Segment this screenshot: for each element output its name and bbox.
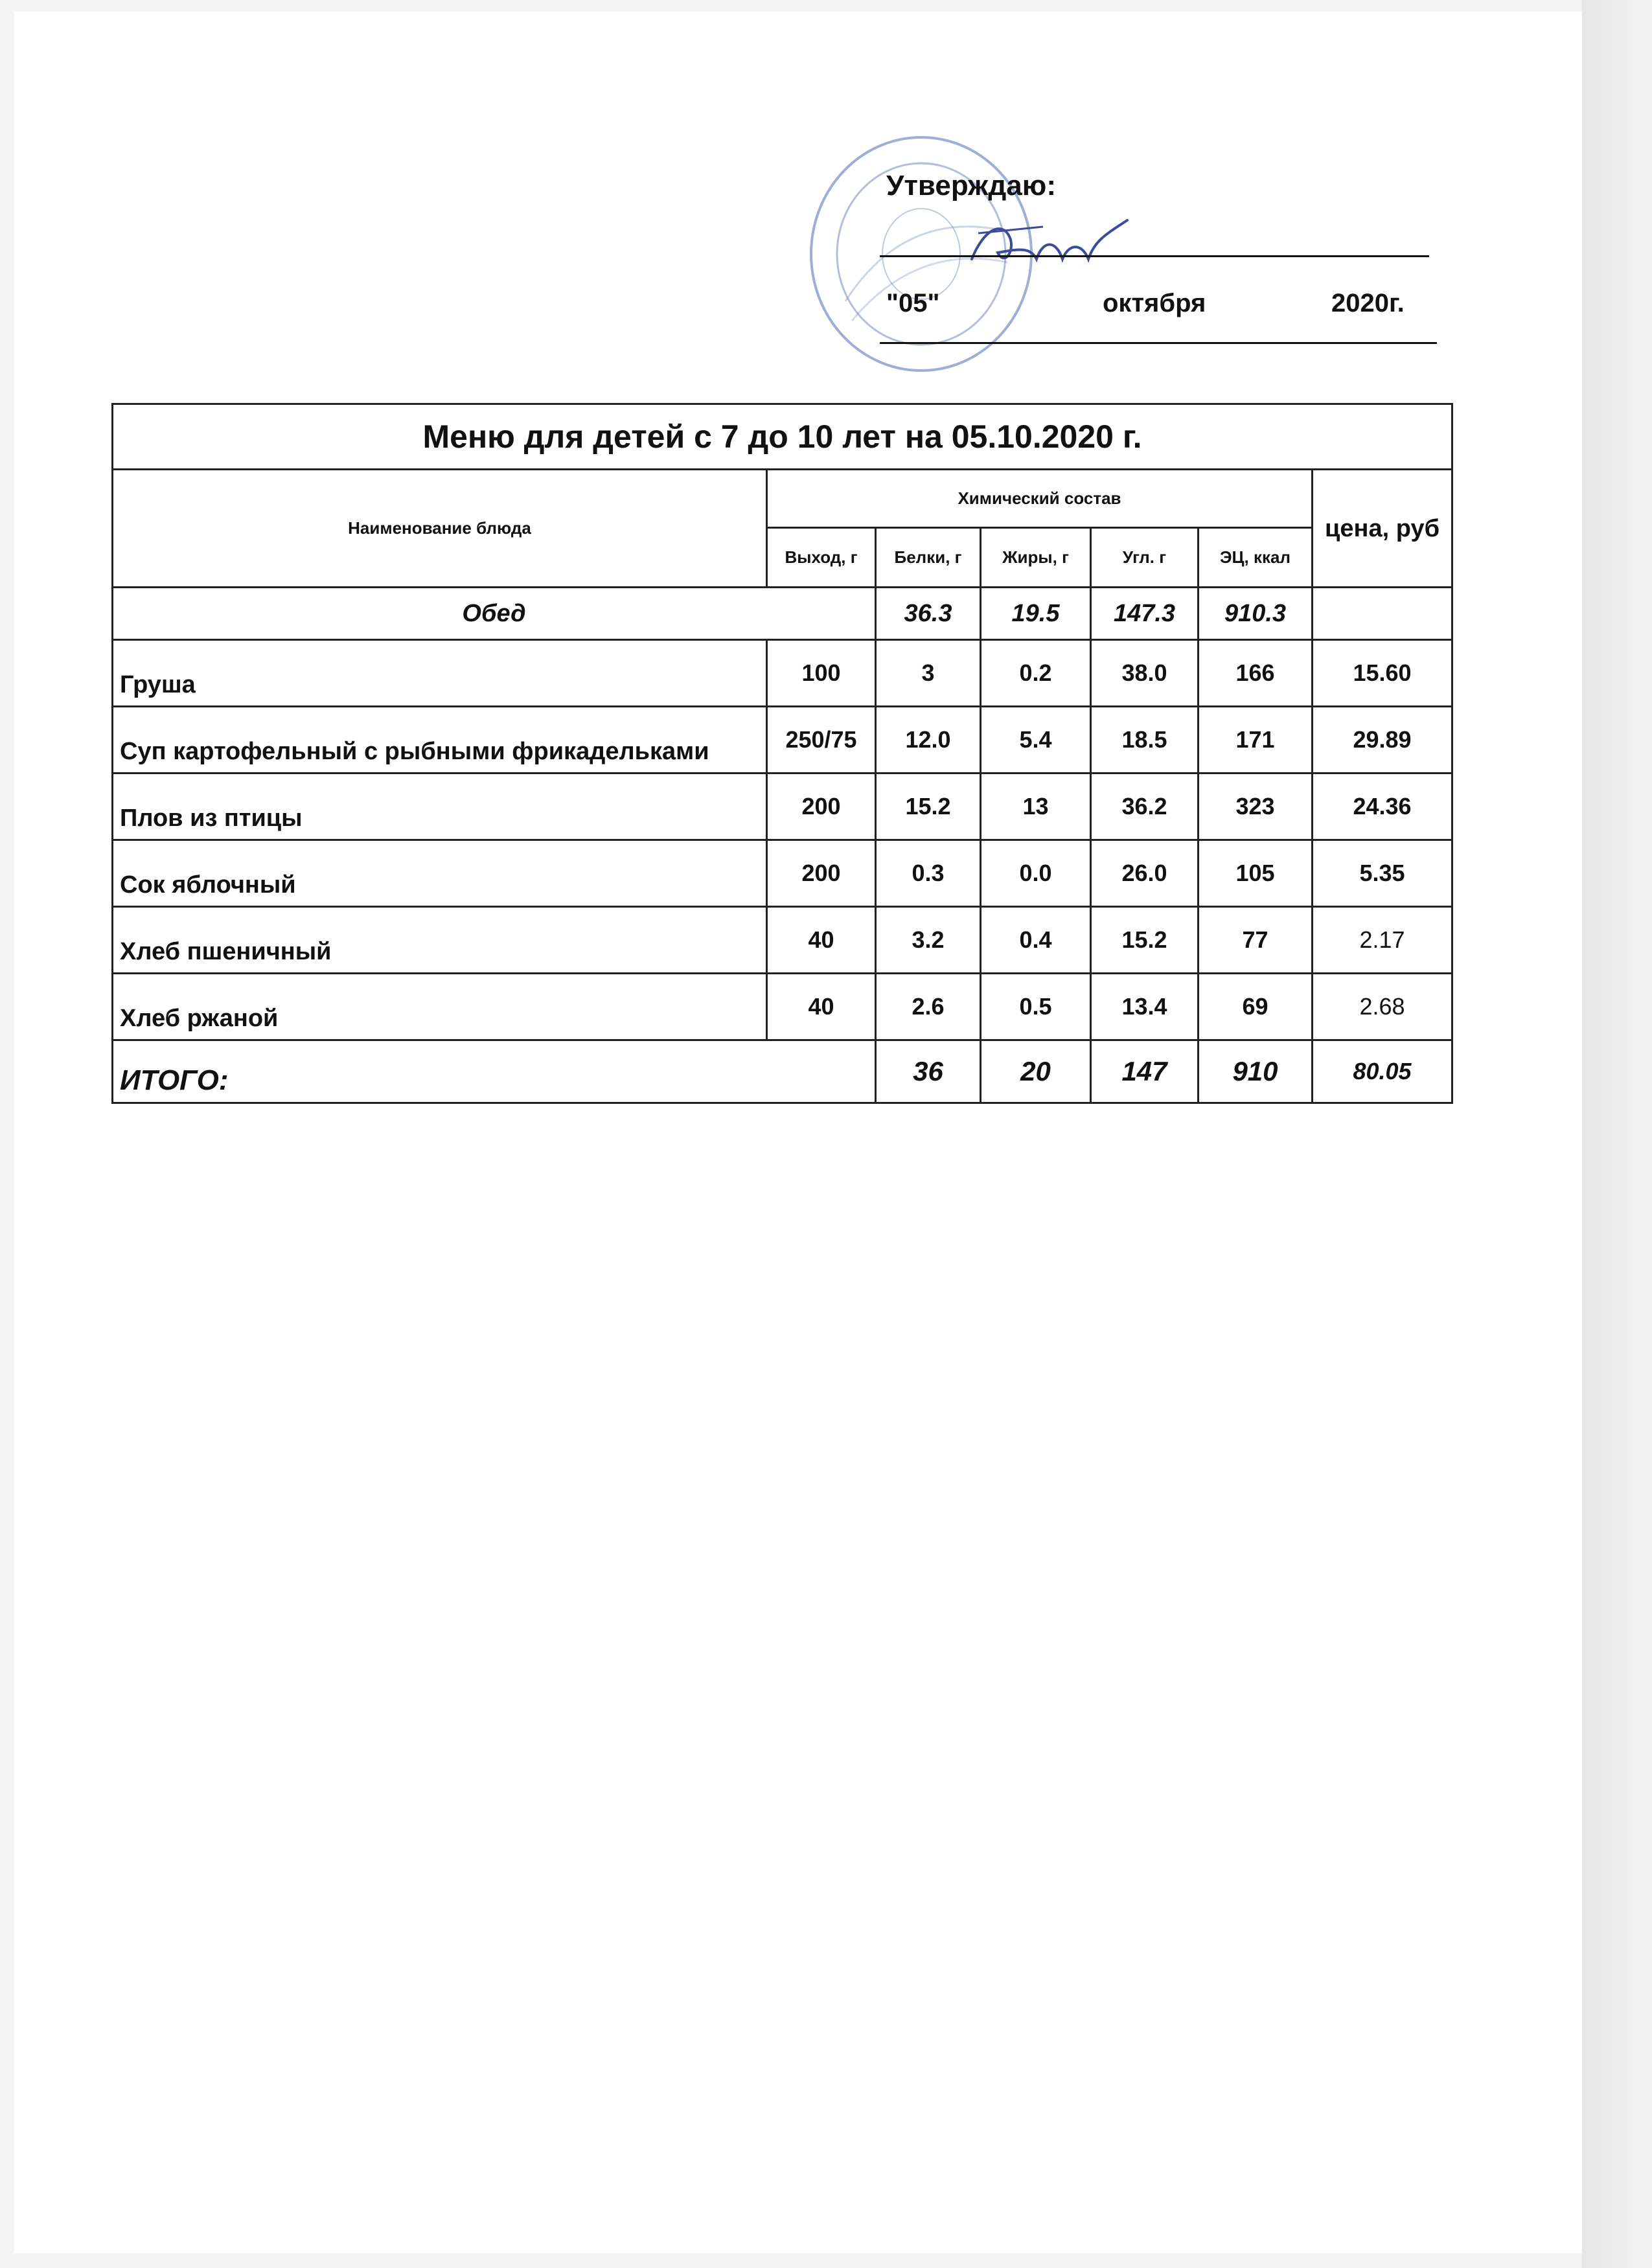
document-sheet [14, 12, 1582, 2253]
section-price [1313, 588, 1452, 640]
dish-name: Суп картофельный с рыбными фрикадельками [113, 707, 767, 773]
approval-month: октября [1103, 289, 1206, 317]
dish-energy: 323 [1199, 773, 1313, 840]
dish-yield: 40 [767, 907, 876, 974]
dish-energy: 105 [1199, 840, 1313, 907]
dish-energy: 171 [1199, 707, 1313, 773]
section-energy: 910.3 [1199, 588, 1313, 640]
dish-carb: 15.2 [1091, 907, 1199, 974]
approval-year: 2020г. [1331, 289, 1405, 317]
section-protein: 36.3 [876, 588, 981, 640]
header-energy: ЭЦ, ккал [1199, 528, 1313, 588]
header-yield: Выход, г [767, 528, 876, 588]
dish-carb: 36.2 [1091, 773, 1199, 840]
section-row [113, 588, 1452, 640]
header-price: цена, руб [1313, 470, 1452, 588]
dish-price: 24.36 [1313, 773, 1452, 840]
total-label: ИТОГО: [113, 1040, 876, 1103]
dish-carb: 38.0 [1091, 640, 1199, 707]
date-line [880, 342, 1437, 344]
table-row [113, 974, 1452, 1040]
section-carb: 147.3 [1091, 588, 1199, 640]
dish-price: 5.35 [1313, 840, 1452, 907]
dish-fat: 0.0 [981, 840, 1091, 907]
dish-energy: 166 [1199, 640, 1313, 707]
table-row [113, 840, 1452, 907]
header-protein: Белки, г [876, 528, 981, 588]
dish-price: 2.68 [1313, 974, 1452, 1040]
dish-protein: 3 [876, 640, 981, 707]
section-fat: 19.5 [981, 588, 1091, 640]
dish-name: Сок яблочный [113, 840, 767, 907]
dish-yield: 100 [767, 640, 876, 707]
menu-table [111, 403, 1453, 1104]
signature [965, 214, 1134, 279]
dish-yield: 250/75 [767, 707, 876, 773]
dish-name: Хлеб ржаной [113, 974, 767, 1040]
table-row [113, 640, 1452, 707]
dish-yield: 40 [767, 974, 876, 1040]
table-row [113, 773, 1452, 840]
dish-energy: 69 [1199, 974, 1313, 1040]
total-row [113, 1040, 1452, 1103]
dish-protein: 12.0 [876, 707, 981, 773]
header-chem: Химический состав [767, 470, 1313, 528]
dish-name: Хлеб пшеничный [113, 907, 767, 974]
dish-protein: 15.2 [876, 773, 981, 840]
total-energy: 910 [1199, 1040, 1313, 1103]
header-dish: Наименование блюда [113, 470, 767, 588]
dish-protein: 0.3 [876, 840, 981, 907]
total-carb: 147 [1091, 1040, 1199, 1103]
section-name: Обед [113, 588, 876, 640]
dish-fat: 0.4 [981, 907, 1091, 974]
dish-name: Плов из птицы [113, 773, 767, 840]
approval-day: "05" [886, 289, 940, 317]
total-fat: 20 [981, 1040, 1091, 1103]
menu-title: Меню для детей с 7 до 10 лет на 05.10.2020 г. [113, 404, 1452, 470]
header-carb: Угл. г [1091, 528, 1199, 588]
dish-carb: 18.5 [1091, 707, 1199, 773]
total-price: 80.05 [1313, 1040, 1452, 1103]
dish-energy: 77 [1199, 907, 1313, 974]
signature-line [880, 255, 1429, 257]
dish-yield: 200 [767, 840, 876, 907]
dish-fat: 0.2 [981, 640, 1091, 707]
dish-fat: 13 [981, 773, 1091, 840]
scan-edge-shadow [1582, 0, 1652, 2268]
dish-yield: 200 [767, 773, 876, 840]
dish-price: 2.17 [1313, 907, 1452, 974]
dish-price: 29.89 [1313, 707, 1452, 773]
total-protein: 36 [876, 1040, 981, 1103]
dish-protein: 3.2 [876, 907, 981, 974]
dish-carb: 13.4 [1091, 974, 1199, 1040]
dish-carb: 26.0 [1091, 840, 1199, 907]
dish-fat: 5.4 [981, 707, 1091, 773]
table-row [113, 707, 1452, 773]
approval-title: Утверждаю: [886, 170, 1056, 201]
header-fat: Жиры, г [981, 528, 1091, 588]
dish-price: 15.60 [1313, 640, 1452, 707]
table-row [113, 907, 1452, 974]
dish-fat: 0.5 [981, 974, 1091, 1040]
dish-protein: 2.6 [876, 974, 981, 1040]
dish-name: Груша [113, 640, 767, 707]
